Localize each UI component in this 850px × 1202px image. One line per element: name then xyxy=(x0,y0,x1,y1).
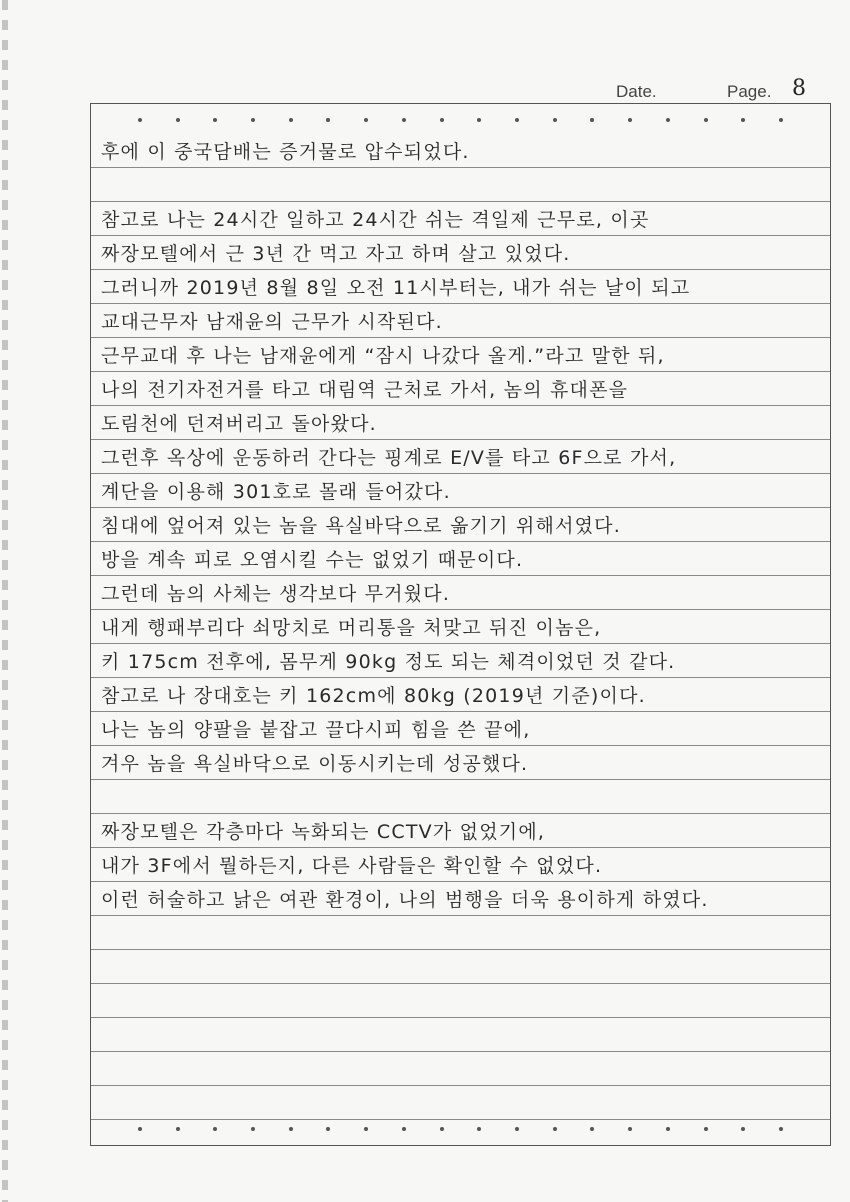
page-label: Page. xyxy=(727,82,772,101)
ruled-line xyxy=(91,474,830,508)
ruled-line xyxy=(91,780,830,814)
page-header xyxy=(612,78,832,106)
ruled-line xyxy=(91,678,830,712)
handwritten-line-text: 도림천에 던져버리고 돌아왔다. xyxy=(101,413,377,435)
ruled-line xyxy=(91,848,830,882)
ruled-line xyxy=(91,304,830,338)
ruled-line xyxy=(91,372,830,406)
handwritten-line-text: 겨우 놈을 욕실바닥으로 이동시키는데 성공했다. xyxy=(101,753,529,775)
ruled-line xyxy=(91,712,830,746)
handwritten-line-text: 그러니까 2019년 8월 8일 오전 11시부터는, 내가 쉬는 날이 되고 xyxy=(101,277,691,299)
ruled-line xyxy=(91,746,830,780)
ruled-line xyxy=(91,610,830,644)
handwritten-line-text: 계단을 이용해 301호로 몰래 들어갔다. xyxy=(101,481,451,503)
handwritten-line-text: 근무교대 후 나는 남재윤에게 “잠시 나갔다 올게.”라고 말한 뒤, xyxy=(101,345,665,367)
ruled-line xyxy=(91,1018,830,1052)
ruled-line xyxy=(91,236,830,270)
handwritten-line-text: 나의 전기자전거를 타고 대림역 근처로 가서, 놈의 휴대폰을 xyxy=(101,379,629,401)
ruled-line xyxy=(91,950,830,984)
ruled-line xyxy=(91,134,830,168)
handwritten-line-text: 내가 3F에서 뭘하든지, 다른 사람들은 확인할 수 없었다. xyxy=(101,855,603,877)
ruled-line xyxy=(91,1086,830,1120)
handwritten-line-text: 이런 허술하고 낡은 여관 환경이, 나의 범행을 더욱 용이하게 하였다. xyxy=(101,889,709,911)
ruled-line xyxy=(91,168,830,202)
ruled-line xyxy=(91,644,830,678)
ruled-line xyxy=(91,338,830,372)
ruled-line xyxy=(91,814,830,848)
handwritten-line-text: 침대에 엎어져 있는 놈을 욕실바닥으로 옮기기 위해서였다. xyxy=(101,515,621,537)
ruled-line xyxy=(91,440,830,474)
ruled-line xyxy=(91,984,830,1018)
handwritten-line-text: 교대근무자 남재윤의 근무가 시작된다. xyxy=(101,311,443,333)
handwritten-line-text: 참고로 나 장대호는 키 162cm에 80kg (2019년 기준)이다. xyxy=(101,685,646,707)
ruled-line xyxy=(91,406,830,440)
ruled-line xyxy=(91,202,830,236)
binding-holes xyxy=(2,0,8,1202)
handwritten-line-text: 방을 계속 피로 오염시킬 수는 없었기 때문이다. xyxy=(101,549,524,571)
ruled-line xyxy=(91,576,830,610)
handwritten-line-text: 짜장모텔은 각층마다 녹화되는 CCTV가 없었기에, xyxy=(101,821,546,843)
ruled-line xyxy=(91,916,830,950)
handwritten-line-text: 나는 놈의 양팔을 붙잡고 끌다시피 힘을 쓴 끝에, xyxy=(101,719,531,741)
ruled-line xyxy=(91,508,830,542)
ruled-lines xyxy=(91,134,830,1105)
handwritten-line-text: 짜장모텔에서 근 3년 간 먹고 자고 하며 살고 있었다. xyxy=(101,243,571,265)
notebook-sheet xyxy=(90,103,831,1146)
handwritten-line-text: 그런데 놈의 사체는 생각보다 무거웠다. xyxy=(101,583,451,605)
handwritten-line-text: 참고로 나는 24시간 일하고 24시간 쉬는 격일제 근무로, 이곳 xyxy=(101,209,650,231)
ruled-line xyxy=(91,270,830,304)
handwritten-line-text: 키 175cm 전후에, 몸무게 90kg 정도 되는 체격이었던 것 같다. xyxy=(101,651,676,673)
handwritten-line-text: 그런후 옥상에 운동하러 간다는 핑계로 E/V를 타고 6F으로 가서, xyxy=(101,447,677,469)
date-label: Date. xyxy=(616,82,657,101)
page-number: 8 xyxy=(792,76,806,101)
top-dot-row xyxy=(91,118,830,124)
handwritten-line-text: 내게 행패부리다 쇠망치로 머리통을 처맞고 뒤진 이놈은, xyxy=(101,617,602,639)
ruled-line xyxy=(91,1052,830,1086)
ruled-line xyxy=(91,882,830,916)
bottom-dot-row xyxy=(91,1127,830,1133)
handwritten-line-text: 후에 이 중국담배는 증거물로 압수되었다. xyxy=(101,141,470,163)
ruled-line xyxy=(91,542,830,576)
